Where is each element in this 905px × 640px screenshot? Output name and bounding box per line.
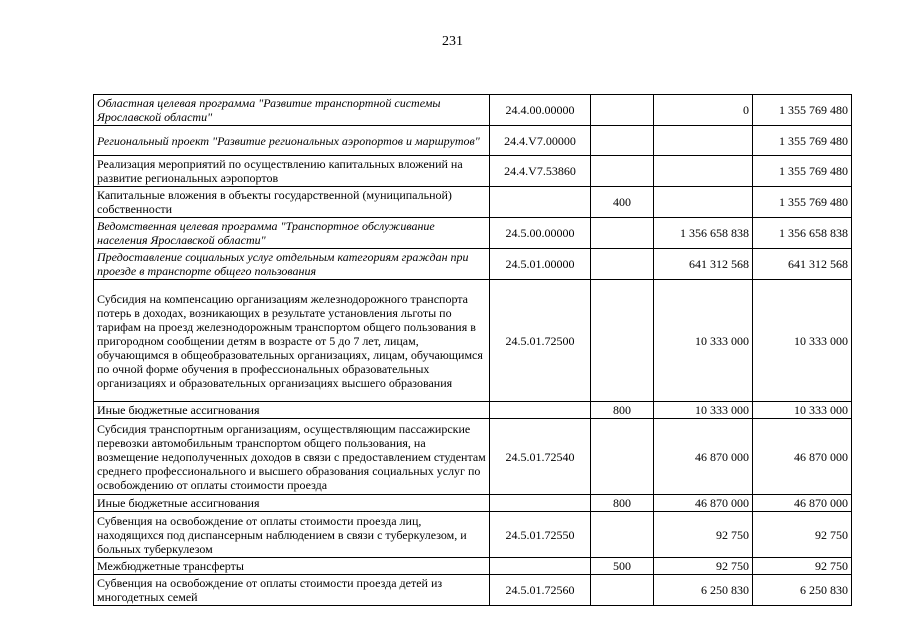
row-code-cell — [490, 187, 591, 218]
table-row — [94, 402, 852, 419]
table-row — [94, 280, 852, 402]
row-sum-cell: 46 870 000 — [654, 419, 753, 495]
row-sum-cell: 46 870 000 — [753, 419, 852, 495]
row-expense-type-cell — [591, 575, 654, 606]
table-row — [94, 419, 852, 495]
row-expense-type-cell — [591, 156, 654, 187]
table-row — [94, 249, 852, 280]
row-name-cell: Субвенция на освобождение от оплаты стоимости проезда детей из многодетных семей — [94, 575, 490, 606]
row-name-cell: Субсидия на компенсацию организациям железнодорожного транспорта потерь в доходах, возникающих в результате установления льготы по тарифам на проезд железнодорожным транспортом общего пользования в пригородном сообщении детям в возрасте от 5 до 7 лет, лицам, обучающимся в общеобразовательных организациях, лицам, обучающимся по очной форме обучения в профессиональных образовательных организациях и образовательных организациях высшего образования — [94, 280, 490, 402]
row-sum-cell: 10 333 000 — [753, 402, 852, 419]
row-code-cell: 24.5.00.00000 — [490, 218, 591, 249]
row-sum-cell — [654, 156, 753, 187]
row-name-cell: Ведомственная целевая программа "Транспортное обслуживание населения Ярославской области" — [94, 218, 490, 249]
row-sum-cell: 10 333 000 — [753, 280, 852, 402]
row-sum-cell: 46 870 000 — [753, 495, 852, 512]
row-expense-type-cell — [591, 419, 654, 495]
row-expense-type-cell — [591, 512, 654, 558]
table-row — [94, 575, 852, 606]
table-row — [94, 95, 852, 126]
row-expense-type-cell: 800 — [591, 495, 654, 512]
row-name-cell: Иные бюджетные ассигнования — [94, 495, 490, 512]
row-sum-cell: 10 333 000 — [654, 402, 753, 419]
page-number: 231 — [442, 34, 463, 49]
row-code-cell: 24.5.01.72560 — [490, 575, 591, 606]
row-name-cell: Реализация мероприятий по осуществлению капитальных вложений на развитие региональных аэропортов — [94, 156, 490, 187]
row-name-cell: Предоставление социальных услуг отдельным категориям граждан при проезде в транспорте общего пользования — [94, 249, 490, 280]
table-row — [94, 512, 852, 558]
row-code-cell: 24.5.01.72500 — [490, 280, 591, 402]
row-sum-cell: 1 355 769 480 — [753, 126, 852, 156]
row-expense-type-cell — [591, 280, 654, 402]
row-sum-cell: 6 250 830 — [753, 575, 852, 606]
table-row — [94, 126, 852, 156]
table-row — [94, 558, 852, 575]
row-sum-cell: 1 356 658 838 — [654, 218, 753, 249]
row-sum-cell — [654, 187, 753, 218]
row-name-cell: Капитальные вложения в объекты государственной (муниципальной) собственности — [94, 187, 490, 218]
row-code-cell: 24.5.01.72550 — [490, 512, 591, 558]
row-sum-cell: 10 333 000 — [654, 280, 753, 402]
table-row — [94, 218, 852, 249]
row-sum-cell: 641 312 568 — [654, 249, 753, 280]
row-expense-type-cell: 500 — [591, 558, 654, 575]
row-sum-cell: 46 870 000 — [654, 495, 753, 512]
row-name-cell: Субсидия транспортным организациям, осуществляющим пассажирские перевозки автомобильным транспортом общего пользования, на возмещение недополученных доходов в связи с предоставлением студентам среднего профессионального и высшего образования социальных услуг по освобождению от оплаты стоимости проезда — [94, 419, 490, 495]
row-code-cell — [490, 495, 591, 512]
row-code-cell: 24.5.01.72540 — [490, 419, 591, 495]
row-expense-type-cell — [591, 249, 654, 280]
budget-table-body — [94, 95, 852, 606]
row-expense-type-cell — [591, 126, 654, 156]
row-name-cell: Субвенция на освобождение от оплаты стоимости проезда лиц, находящихся под диспансерным наблюдением в связи с туберкулезом, и больных туберкулезом — [94, 512, 490, 558]
row-code-cell — [490, 402, 591, 419]
row-sum-cell: 92 750 — [654, 558, 753, 575]
table-row — [94, 156, 852, 187]
row-code-cell: 24.4.V7.00000 — [490, 126, 591, 156]
row-sum-cell: 6 250 830 — [654, 575, 753, 606]
row-sum-cell: 1 355 769 480 — [753, 187, 852, 218]
row-name-cell: Региональный проект "Развитие региональных аэропортов и маршрутов" — [94, 126, 490, 156]
row-sum-cell: 92 750 — [753, 512, 852, 558]
row-code-cell: 24.4.V7.53860 — [490, 156, 591, 187]
row-code-cell: 24.4.00.00000 — [490, 95, 591, 126]
row-sum-cell: 1 355 769 480 — [753, 95, 852, 126]
row-name-cell: Иные бюджетные ассигнования — [94, 402, 490, 419]
row-sum-cell: 1 356 658 838 — [753, 218, 852, 249]
row-expense-type-cell: 400 — [591, 187, 654, 218]
row-expense-type-cell — [591, 218, 654, 249]
row-sum-cell: 0 — [654, 95, 753, 126]
row-expense-type-cell — [591, 95, 654, 126]
row-code-cell: 24.5.01.00000 — [490, 249, 591, 280]
row-sum-cell: 1 355 769 480 — [753, 156, 852, 187]
row-sum-cell — [654, 126, 753, 156]
row-sum-cell: 641 312 568 — [753, 249, 852, 280]
row-name-cell: Межбюджетные трансферты — [94, 558, 490, 575]
row-sum-cell: 92 750 — [753, 558, 852, 575]
row-name-cell: Областная целевая программа "Развитие транспортной системы Ярославской области" — [94, 95, 490, 126]
budget-table — [93, 94, 852, 606]
table-row — [94, 187, 852, 218]
table-row — [94, 495, 852, 512]
row-code-cell — [490, 558, 591, 575]
row-sum-cell: 92 750 — [654, 512, 753, 558]
row-expense-type-cell: 800 — [591, 402, 654, 419]
